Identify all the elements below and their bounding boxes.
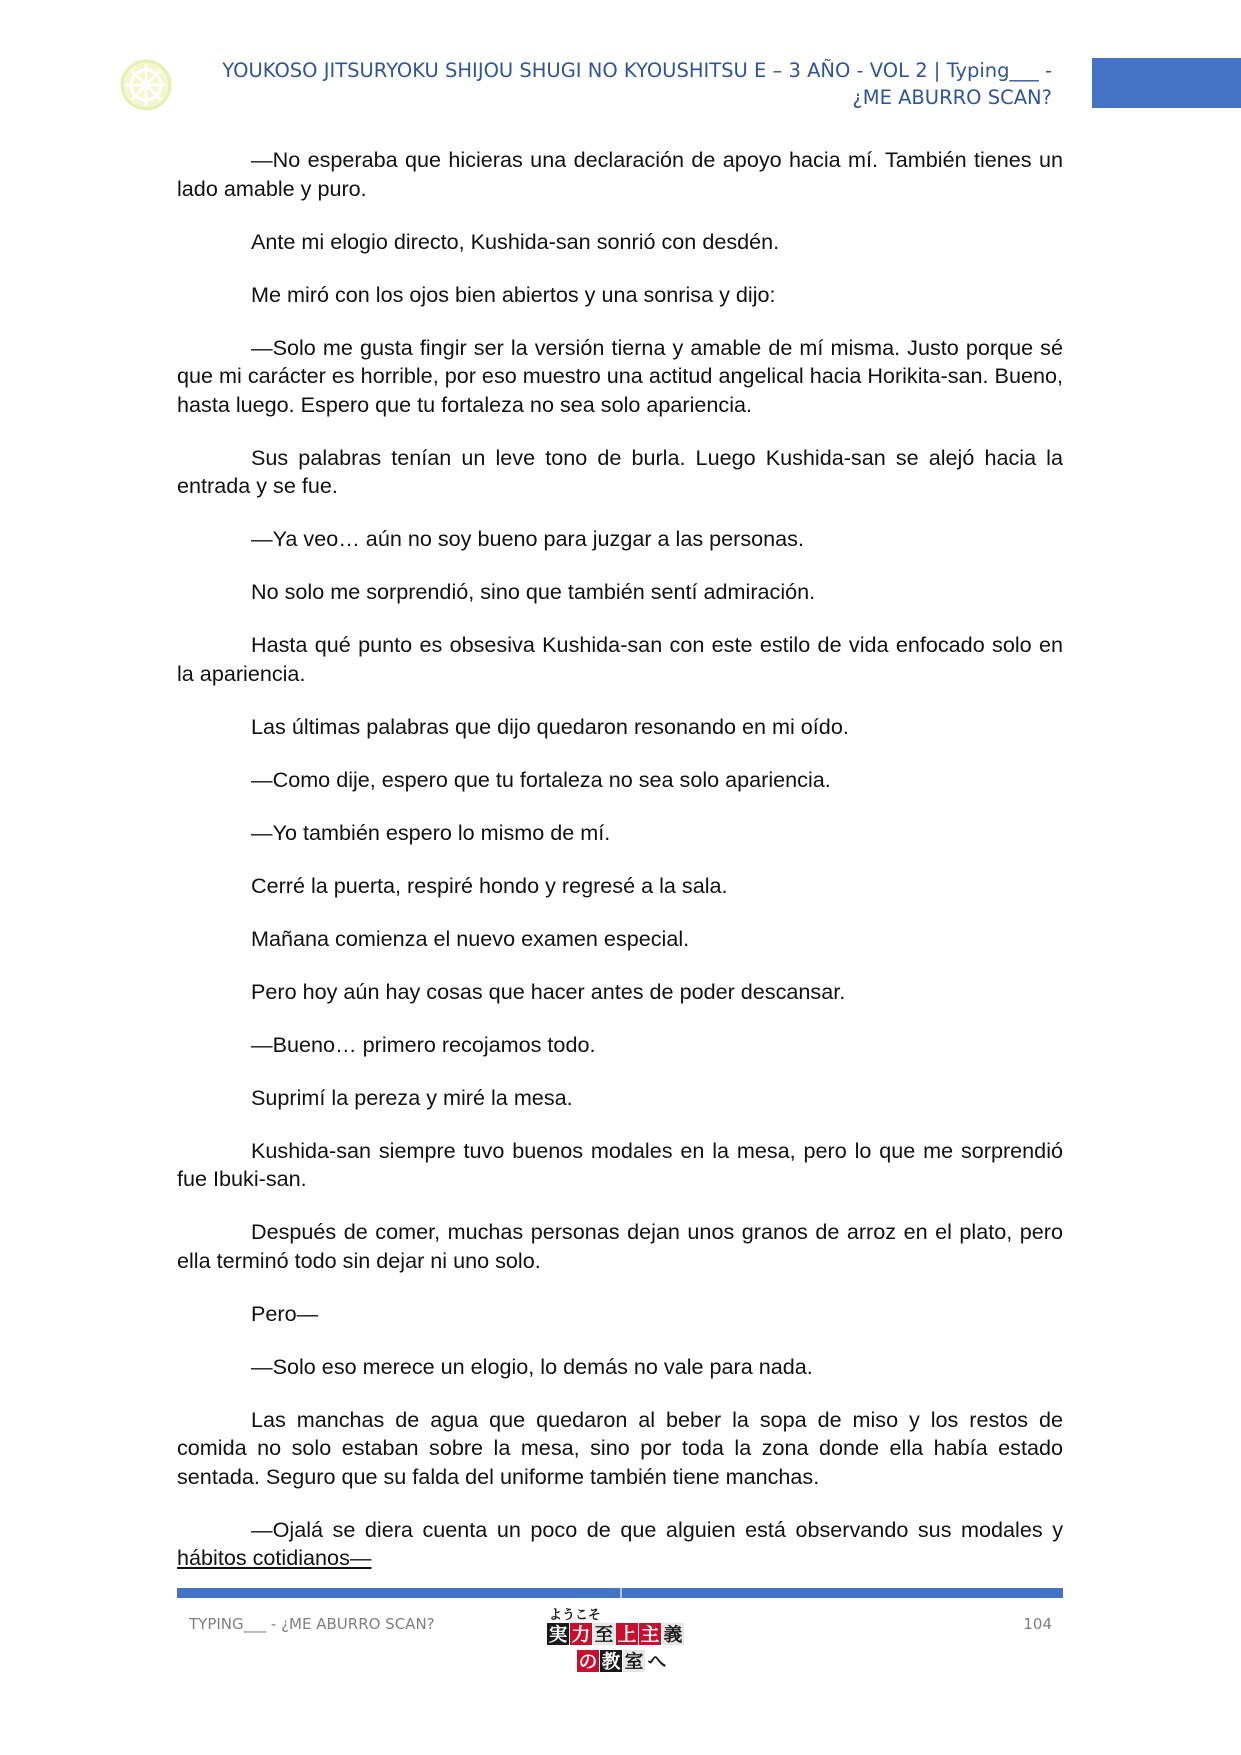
underlined-text: hábitos cotidianos—	[177, 1545, 372, 1570]
footer-label: TYPING___ - ¿ME ABURRO SCAN?	[189, 1615, 435, 1633]
paragraph: Después de comer, muchas personas dejan unos granos de arroz en el plato, pero ella terminó todo sin dejar ni uno solo.	[177, 1219, 1063, 1273]
logo-glyph: 上	[617, 1625, 637, 1647]
logo-glyph: の	[578, 1652, 598, 1674]
paragraph: Pero hoy aún hay cosas que hacer antes de poder descansar.	[251, 978, 846, 1004]
paragraph: —Como dije, espero que tu fortaleza no sea solo apariencia.	[251, 766, 831, 792]
body-text	[177, 146, 1063, 1597]
paragraph: Me miró con los ojos bien abiertos y una sonrisa y dijo:	[251, 281, 776, 307]
logo-glyph: 至	[594, 1625, 614, 1647]
logo-glyph: 主	[640, 1625, 660, 1647]
paragraph: —Yo también espero lo mismo de mí.	[251, 819, 611, 845]
logo-glyph: 力	[571, 1625, 591, 1647]
paragraph: Hasta qué punto es obsesiva Kushida-san con este estilo de vida enfocado solo en la apariencia.	[177, 632, 1063, 686]
paragraph: Las últimas palabras que dijo quedaron resonando en mi oído.	[251, 713, 849, 739]
paragraph: Ante mi elogio directo, Kushida-san sonrió con desdén.	[251, 228, 780, 254]
paragraph: No solo me sorprendió, sino que también sentí admiración.	[251, 579, 816, 604]
paragraph: Las manchas de agua que quedaron al beber la sopa de miso y los restos de comida no solo estaban sobre la mesa, sino por toda la zona donde ella había estado sentada. Seguro que su falda del uniforme también tiene manchas.	[177, 1406, 1063, 1489]
paragraph: —Bueno… primero recojamos todo.	[251, 1031, 596, 1057]
logo-kana: ようこそ	[549, 1608, 602, 1623]
logo-glyph: 室	[624, 1652, 644, 1674]
footer-divider	[177, 1588, 1063, 1598]
paragraph: Kushida-san siempre tuvo buenos modales en la mesa, pero lo que me sorprendió fue Ibuki-san.	[177, 1137, 1063, 1191]
paragraph: Pero—	[251, 1300, 319, 1326]
wheel-emblem-icon	[119, 58, 173, 112]
paragraph: —Ya veo… aún no soy bueno para juzgar a las personas.	[251, 526, 804, 551]
paragraph: —Solo me gusta fingir ser la versión tierna y amable de mí misma. Justo porque sé que mi carácter es horrible, por eso muestro una actitud angelical hacia Horikita-san. Bueno, hasta luego. Espero que tu fortaleza no sea solo apariencia.	[177, 334, 1063, 417]
page-number: 104	[1023, 1615, 1052, 1633]
paragraph-last: —Ojalá se diera cuenta un poco de que alguien está observando sus modales y hábitos cotidianos—	[177, 1516, 1063, 1570]
logo-glyph: 義	[663, 1625, 683, 1647]
paragraph: —No esperaba que hicieras una declaración de apoyo hacia mí. También tienes un lado amable y puro.	[177, 147, 1063, 201]
header-title: YOUKOSO JITSURYOKU SHIJOU SHUGI NO KYOUSHITSU E – 3 AÑO - VOL 2 | Typing___ - ¿ME ABURRO SCAN?	[222, 59, 1052, 109]
logo-glyph: 教	[601, 1652, 621, 1674]
paragraph: Sus palabras tenían un leve tono de burla. Luego Kushida-san se alejó hacia la entrada y se fue.	[177, 444, 1063, 498]
header-accent-bar	[1092, 58, 1241, 108]
paragraph: Mañana comienza el nuevo examen especial.	[251, 925, 690, 951]
paragraph: Cerré la puerta, respiré hondo y regresé a la sala.	[251, 872, 728, 898]
logo-glyph: へ	[647, 1652, 667, 1674]
series-logo	[545, 1606, 695, 1676]
paragraph: Suprimí la pereza y miré la mesa.	[251, 1084, 573, 1110]
paragraph: —Solo eso merece un elogio, lo demás no vale para nada.	[251, 1353, 813, 1379]
logo-glyph: 実	[548, 1625, 568, 1647]
